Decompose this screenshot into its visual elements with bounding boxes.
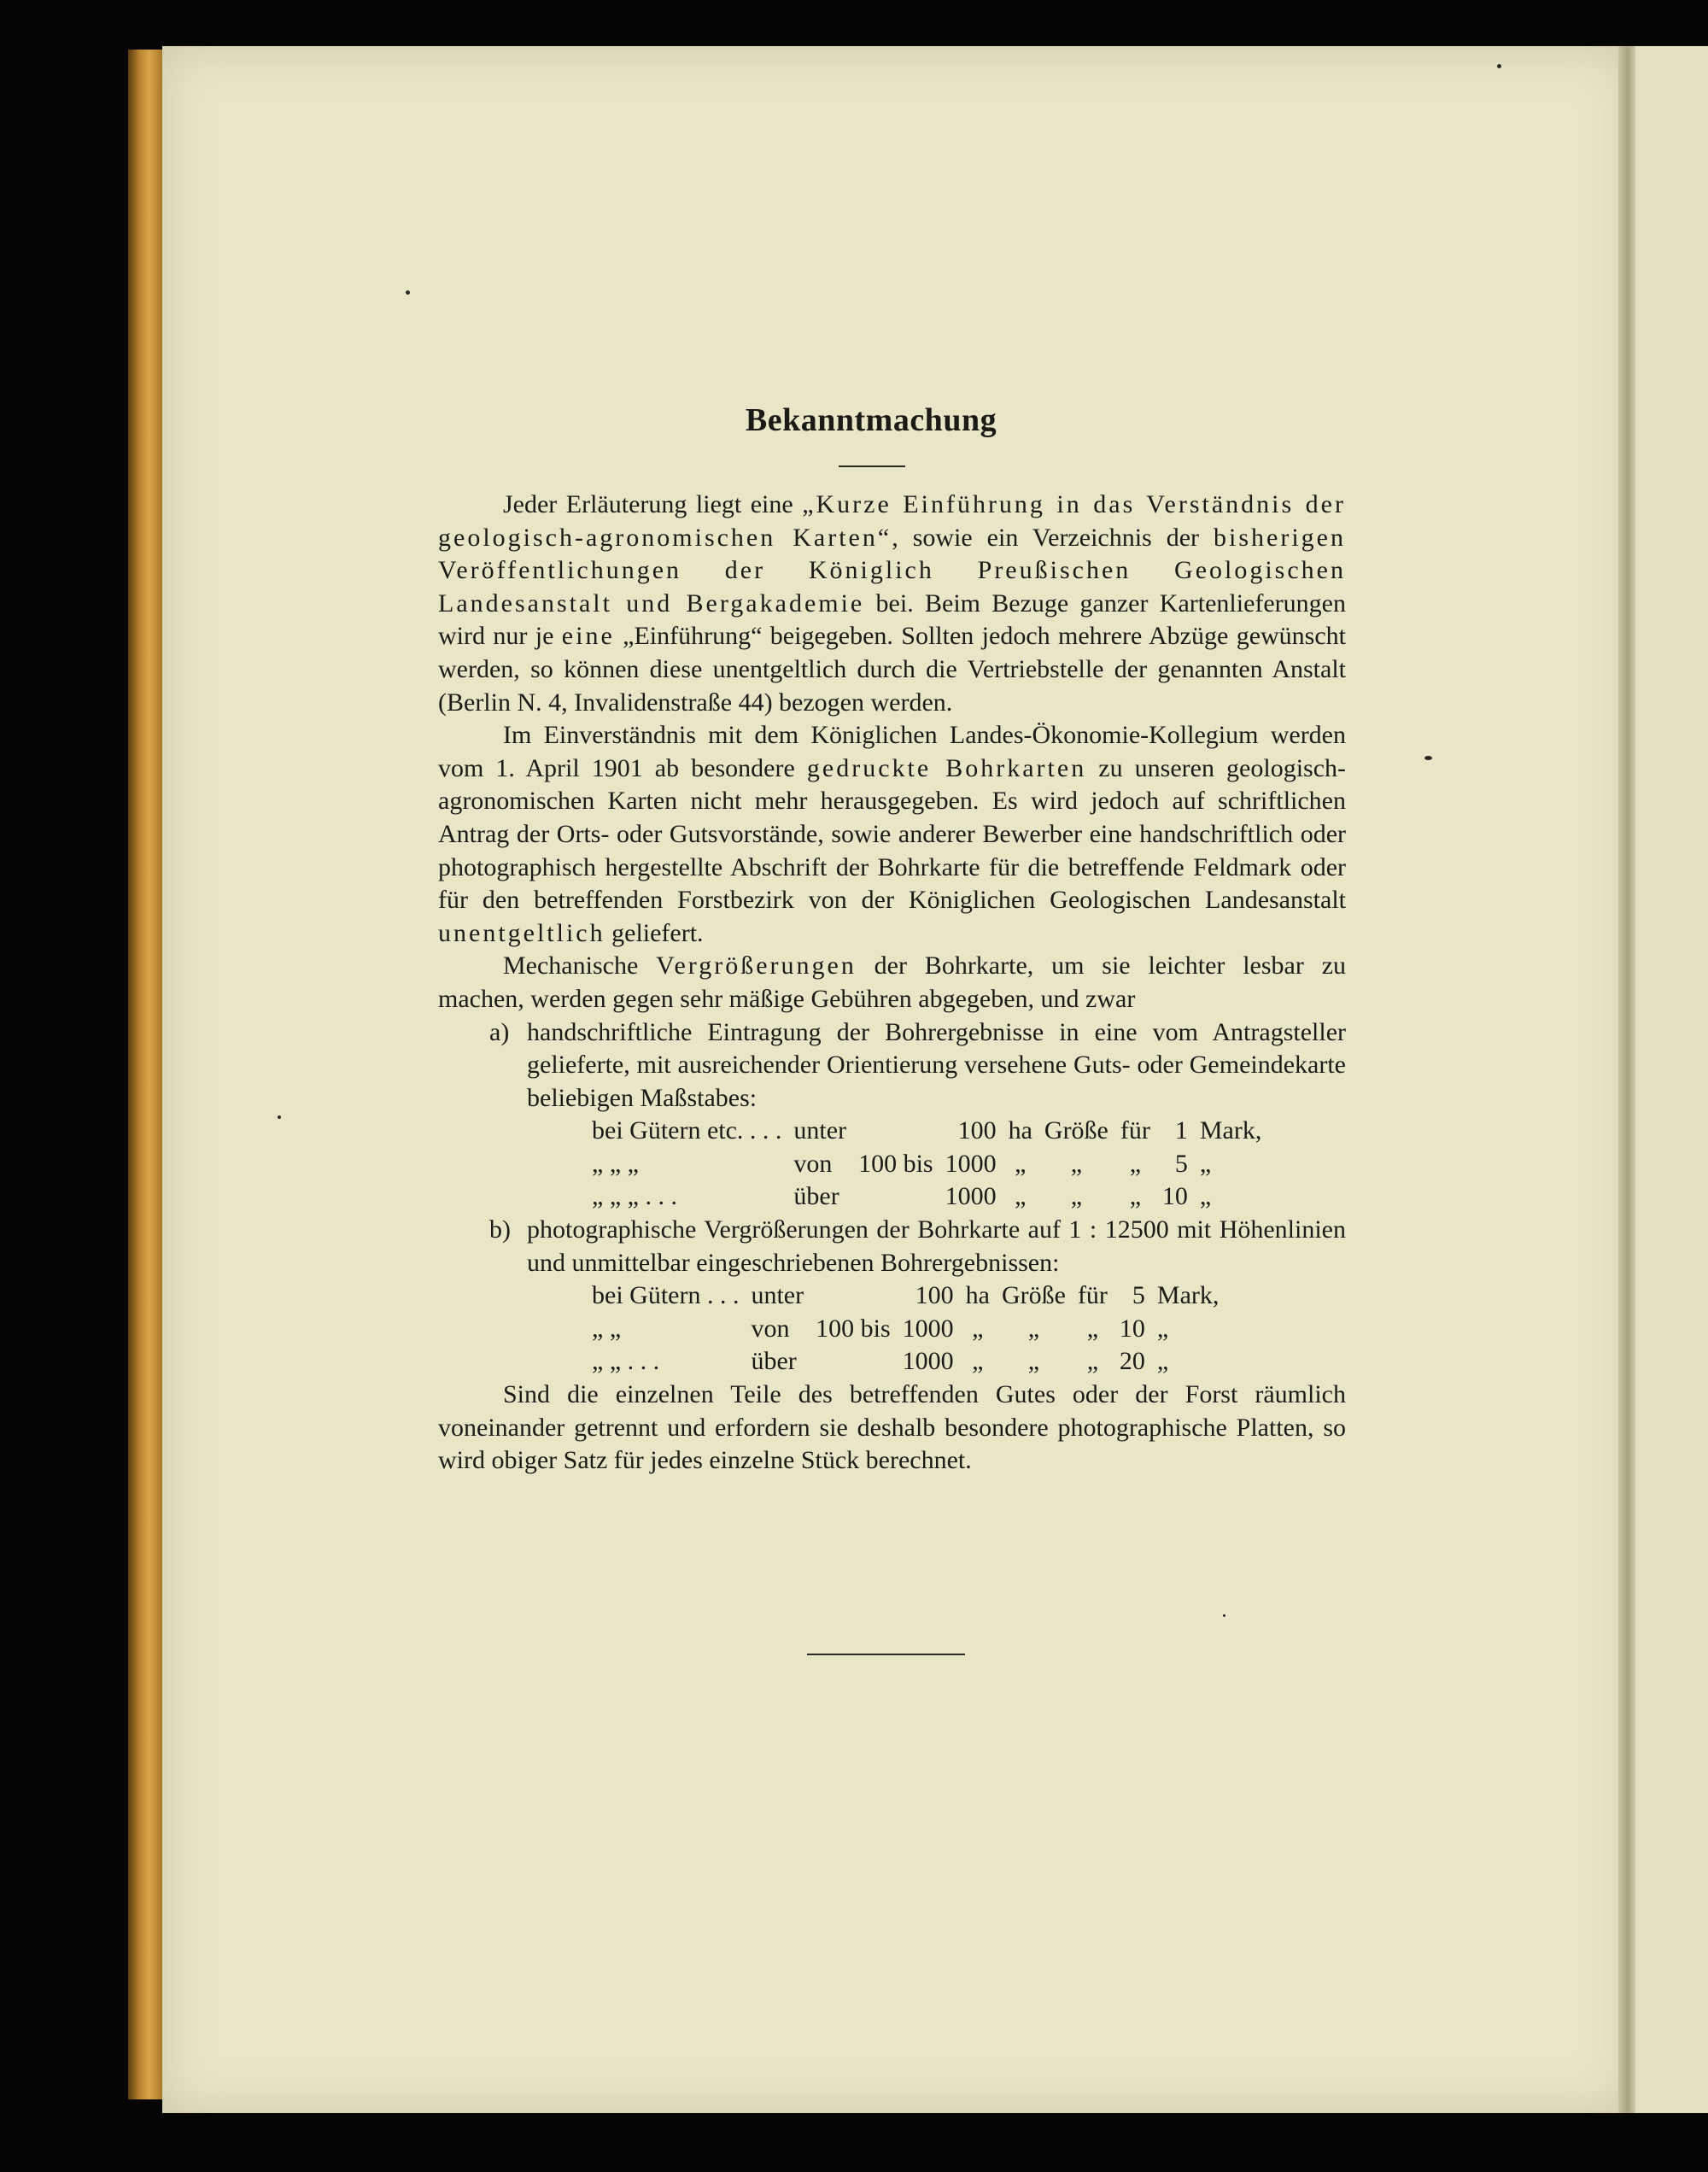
paper-speck	[278, 1115, 281, 1119]
paragraph-bohrkarten: Im Einverständnis mit dem Königlichen Landes-Ökonomie-Kollegium werden vom 1. April 1901 ab besondere gedruckte Bohrkarten zu unseren geologisch-agronomischen Karten nicht mehr herausgegeben. Es wird jedoch auf schriftlichen Antrag der Orts- oder Gutsvorstände, sowie anderer Bewerber eine handschriftlich oder photographisch hergestellte Abschrift der Bohrkarte für die betreffende Feldmark oder für den betreffenden Forstbezirk von der Königlichen Geologischen Landesanstalt unentgeltlich geliefert.	[438, 721, 1347, 947]
paper-speck	[1223, 1614, 1225, 1617]
list-item-text: handschriftliche Eintragung der Bohrergebnisse in eine vom Antragsteller gelieferte, mit ausreichender Orientierung versehene Guts- oder Gemeindekarte beliebigen Maßstabes:	[527, 1017, 1346, 1112]
fee-table-handwritten	[592, 1115, 1273, 1214]
table-row: „ „ von 100 bis 1000 „ „ „ 10 „	[592, 1314, 1169, 1343]
fee-table-photographic	[592, 1279, 1231, 1379]
list-marker: a)	[489, 1017, 510, 1046]
list-item-b	[438, 1214, 1346, 1279]
paper-speck	[1424, 756, 1432, 760]
page-fold	[1618, 46, 1637, 2113]
table-row: „ „ „ von 100 bis 1000 „ „ „ 5 „	[592, 1149, 1212, 1178]
list-item-text: photographische Vergrößerungen der Bohrkarte auf 1 : 12500 mit Höhenlinien und unmittelbar eingeschriebenen Bohrergebnissen:	[527, 1215, 1346, 1277]
closing-rule	[807, 1654, 965, 1655]
list-item-a	[438, 1016, 1346, 1115]
page-title: Bekanntmachung	[745, 402, 997, 438]
list-marker: b)	[489, 1215, 511, 1244]
facing-page-edge	[1635, 46, 1708, 2113]
title-rule	[839, 465, 905, 467]
table-row: bei Gütern . . . unter 100 ha Größe für 5 Mark,	[592, 1281, 1220, 1310]
announcement-body	[438, 489, 1346, 1478]
paper-speck	[406, 290, 410, 295]
book-spine	[128, 50, 167, 2099]
table-row: „ „ „ . . . über 1000 „ „ „ 10 „	[592, 1182, 1212, 1211]
paper-speck	[1497, 64, 1501, 68]
table-row: bei Gütern etc. . . . unter 100 ha Größe für 1 Mark,	[592, 1116, 1262, 1145]
paragraph-separate-parts: Sind die einzelnen Teile des betreffenden Gutes oder der Forst räumlich voneinander getrennt und erfordern sie deshalb besondere photographische Platten, so wird obiger Satz für jedes einzelne Stück berechnet.	[438, 1380, 1346, 1475]
paragraph-vergroesserungen: Mechanische Vergrößerungen der Bohrkarte, um sie leichter lesbar zu machen, werden gegen sehr mäßige Gebühren abgegeben, und zwar	[438, 951, 1347, 1013]
table-row: „ „ . . . über 1000 „ „ „ 20 „	[592, 1347, 1169, 1376]
paragraph-introduction: Jeder Erläuterung liegt eine „Kurze Einführung in das Verständnis der geologisch-agronomischen Karten“, sowie ein Verzeichnis der bisherigen Veröffentlichungen der Königlich Preußischen Geologischen Landesanstalt und Bergakademie bei. Beim Bezuge ganzer Kartenlieferungen wird nur je eine „Einführung“ beigegeben. Sollten jedoch mehrere Abzüge gewünscht werden, so können diese unentgeltlich durch die Vertriebstelle der genannten Anstalt (Berlin N. 4, Invalidenstraße 44) bezogen werden.	[438, 490, 1347, 717]
